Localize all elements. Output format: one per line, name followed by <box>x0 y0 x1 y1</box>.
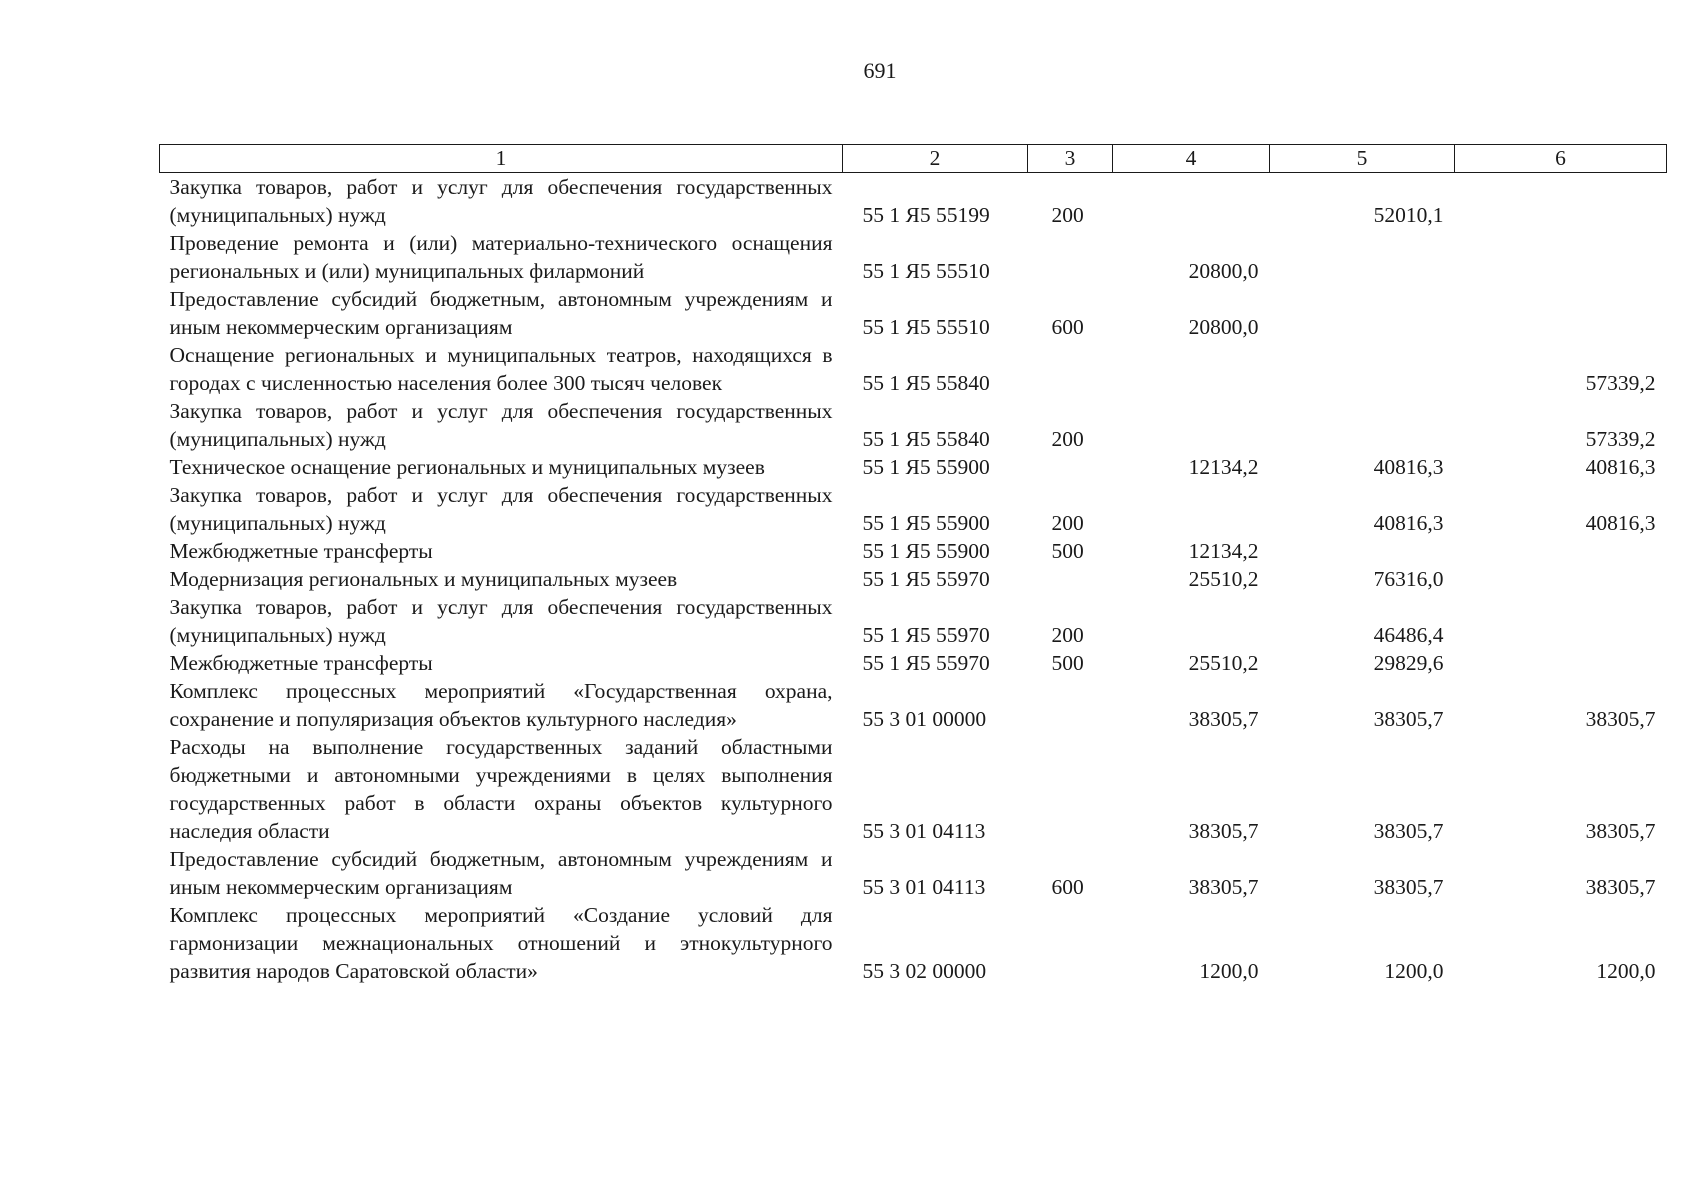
row-value-col5 <box>1270 229 1455 285</box>
row-target-code: 55 3 01 04113 <box>862 875 986 899</box>
row-expense-type: 200 <box>1051 427 1084 451</box>
column-number-header <box>160 145 1667 173</box>
row-description: Закупка товаров, работ и услуг для обеспечения государственных (муниципальных) нужд <box>169 399 833 451</box>
table-row <box>160 453 1667 481</box>
row-description: Модернизация региональных и муниципальных музеев <box>169 567 678 591</box>
row-value-col5: 76316,0 <box>1373 567 1444 591</box>
row-target-code: 55 1 Я5 55840 <box>862 427 990 451</box>
row-value-col6: 38305,7 <box>1585 819 1656 843</box>
row-value-col5: 52010,1 <box>1373 203 1444 227</box>
row-value-col4: 38305,7 <box>1188 707 1259 731</box>
row-target-code: 55 1 Я5 55970 <box>862 567 990 591</box>
table-row <box>160 593 1667 649</box>
row-description: Оснащение региональных и муниципальных театров, находящихся в городах с численностью населения более 300 тысяч человек <box>169 343 833 395</box>
row-value-col4: 38305,7 <box>1188 875 1259 899</box>
row-target-code: 55 1 Я5 55970 <box>862 651 990 675</box>
table-row <box>160 565 1667 593</box>
row-value-col5 <box>1270 397 1455 453</box>
row-target-code: 55 3 02 00000 <box>862 959 987 983</box>
row-value-col4 <box>1113 397 1270 453</box>
row-expense-type: 200 <box>1051 623 1084 647</box>
row-expense-type: 200 <box>1051 203 1084 227</box>
row-value-col6: 38305,7 <box>1585 707 1656 731</box>
row-value-col6 <box>1455 537 1667 565</box>
row-description: Предоставление субсидий бюджетным, автономным учреждениям и иным некоммерческим организациям <box>169 847 833 899</box>
row-expense-type <box>1028 341 1113 397</box>
table-row <box>160 229 1667 285</box>
row-target-code: 55 1 Я5 55199 <box>862 203 990 227</box>
row-value-col6: 38305,7 <box>1585 875 1656 899</box>
row-value-col6: 40816,3 <box>1585 511 1656 535</box>
column-header: 1 <box>160 145 843 173</box>
column-header: 4 <box>1113 145 1270 173</box>
table-row <box>160 173 1667 230</box>
row-value-col5: 38305,7 <box>1373 819 1444 843</box>
row-description: Межбюджетные трансферты <box>169 539 433 563</box>
row-target-code: 55 1 Я5 55900 <box>862 539 990 563</box>
table-row <box>160 537 1667 565</box>
row-value-col5: 29829,6 <box>1373 651 1444 675</box>
row-value-col6 <box>1455 649 1667 677</box>
table-row <box>160 397 1667 453</box>
row-value-col5: 40816,3 <box>1373 511 1444 535</box>
table-row <box>160 733 1667 845</box>
table-body <box>160 173 1667 986</box>
row-value-col4: 12134,2 <box>1188 539 1259 563</box>
row-description: Проведение ремонта и (или) материально-технического оснащения региональных и (или) муниципальных филармоний <box>169 231 833 283</box>
row-target-code: 55 1 Я5 55840 <box>862 371 990 395</box>
row-value-col4: 20800,0 <box>1188 259 1259 283</box>
row-expense-type: 200 <box>1051 511 1084 535</box>
budget-table <box>159 144 1667 985</box>
row-target-code: 55 3 01 04113 <box>862 819 986 843</box>
row-value-col5: 38305,7 <box>1373 707 1444 731</box>
row-expense-type <box>1028 901 1113 985</box>
column-header: 6 <box>1455 145 1667 173</box>
row-value-col6: 1200,0 <box>1596 959 1656 983</box>
row-value-col6: 57339,2 <box>1585 371 1656 395</box>
row-value-col4 <box>1113 341 1270 397</box>
table-row <box>160 677 1667 733</box>
table-row <box>160 901 1667 985</box>
row-value-col5 <box>1270 537 1455 565</box>
row-value-col5 <box>1270 341 1455 397</box>
column-header: 3 <box>1028 145 1113 173</box>
row-expense-type: 600 <box>1051 315 1084 339</box>
row-value-col4 <box>1113 173 1270 230</box>
row-value-col4 <box>1113 481 1270 537</box>
row-expense-type: 600 <box>1051 875 1084 899</box>
row-value-col4: 1200,0 <box>1199 959 1259 983</box>
row-value-col5 <box>1270 285 1455 341</box>
row-target-code: 55 1 Я5 55900 <box>862 455 990 479</box>
row-value-col6: 57339,2 <box>1585 427 1656 451</box>
row-description: Комплекс процессных мероприятий «Создание условий для гармонизации межнациональных отношений и этнокультурного развития народов Саратовской области» <box>169 903 833 983</box>
row-value-col4: 38305,7 <box>1188 819 1259 843</box>
page-number: 691 <box>863 58 897 83</box>
row-value-col5: 40816,3 <box>1373 455 1444 479</box>
row-expense-type <box>1028 453 1113 481</box>
column-header: 2 <box>843 145 1028 173</box>
row-description: Техническое оснащение региональных и муниципальных музеев <box>169 455 765 479</box>
row-description: Закупка товаров, работ и услуг для обеспечения государственных (муниципальных) нужд <box>169 595 833 647</box>
row-value-col6 <box>1455 229 1667 285</box>
row-value-col5: 46486,4 <box>1373 623 1444 647</box>
row-expense-type <box>1028 677 1113 733</box>
row-expense-type <box>1028 229 1113 285</box>
row-expense-type: 500 <box>1051 539 1084 563</box>
row-description: Предоставление субсидий бюджетным, автономным учреждениям и иным некоммерческим организациям <box>169 287 833 339</box>
row-value-col4: 25510,2 <box>1188 567 1259 591</box>
row-description: Закупка товаров, работ и услуг для обеспечения государственных (муниципальных) нужд <box>169 483 833 535</box>
table-row <box>160 481 1667 537</box>
column-header: 5 <box>1270 145 1455 173</box>
row-value-col4: 20800,0 <box>1188 315 1259 339</box>
table-row <box>160 845 1667 901</box>
row-value-col4: 25510,2 <box>1188 651 1259 675</box>
row-value-col6 <box>1455 593 1667 649</box>
row-description: Межбюджетные трансферты <box>169 651 433 675</box>
row-target-code: 55 1 Я5 55970 <box>862 623 990 647</box>
row-target-code: 55 1 Я5 55510 <box>862 315 990 339</box>
table-row <box>160 649 1667 677</box>
row-description: Комплекс процессных мероприятий «Государственная охрана, сохранение и популяризация объектов культурного наследия» <box>169 679 833 731</box>
row-value-col6: 40816,3 <box>1585 455 1656 479</box>
row-expense-type: 500 <box>1051 651 1084 675</box>
row-value-col6 <box>1455 285 1667 341</box>
row-value-col6 <box>1455 173 1667 230</box>
row-value-col5: 38305,7 <box>1373 875 1444 899</box>
row-expense-type <box>1028 565 1113 593</box>
row-target-code: 55 1 Я5 55900 <box>862 511 990 535</box>
row-value-col4: 12134,2 <box>1188 455 1259 479</box>
row-value-col5: 1200,0 <box>1384 959 1444 983</box>
table-row <box>160 285 1667 341</box>
row-value-col4 <box>1113 593 1270 649</box>
row-description: Расходы на выполнение государственных заданий областными бюджетными и автономными учреждениями в целях выполнения государственных работ в области охраны объектов культурного наследия области <box>169 735 833 843</box>
row-target-code: 55 3 01 00000 <box>862 707 987 731</box>
row-value-col6 <box>1455 565 1667 593</box>
table-row <box>160 341 1667 397</box>
row-description: Закупка товаров, работ и услуг для обеспечения государственных (муниципальных) нужд <box>169 175 833 227</box>
row-expense-type <box>1028 733 1113 845</box>
row-target-code: 55 1 Я5 55510 <box>862 259 990 283</box>
